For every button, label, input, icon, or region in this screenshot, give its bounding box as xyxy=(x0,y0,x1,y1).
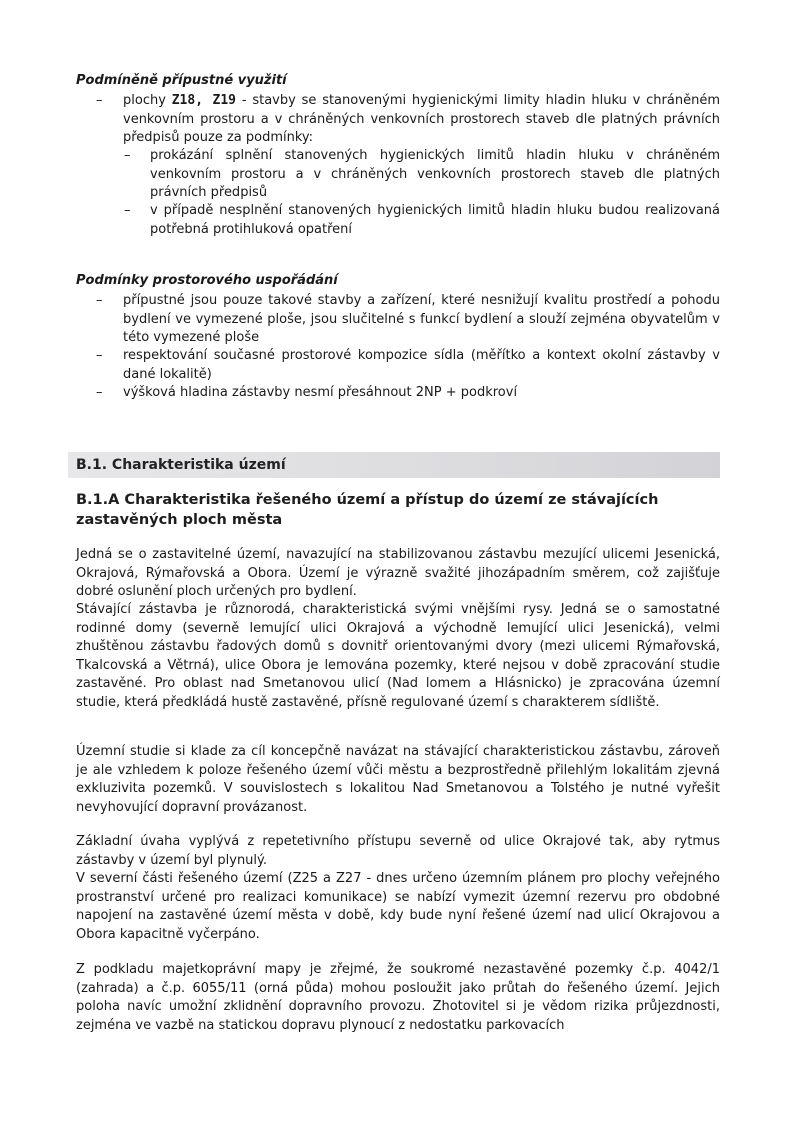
item-text: výšková hladina zástavby nesmí přesáhnout 2NP + podkroví xyxy=(123,385,518,400)
dash-bullet: – xyxy=(124,148,131,163)
conditional-use-heading: Podmíněně přípustné využití xyxy=(76,73,287,88)
conditional-use-item-text xyxy=(123,92,720,148)
zone-codes: Z18, Z19 xyxy=(171,93,237,108)
paragraph: Stávající zástavba je různorodá, charakteristická svými vnějšími rysy. Jedná se o samostatné rodinné domy (severně lemující ulici Okrajová a východně lemující ulici Jesenická), velmi zhuštěnou zástavbu řadových domů s dovnitř orientovanými dvory (mezi ulicemi Rýmařovská, Tkalcovská a Větrná), ulice Obora je lemována pozemky, které nejsou v době zpracování studie zastavěné. Pro oblast nad Smetanovou ulicí (Nad lomem a Hlásnicko) je zpracována územní studie, která předkládá hustě zastavěné, přísně regulované území s charakterem sídliště. xyxy=(76,602,720,710)
section-title: B.1. Charakteristika území xyxy=(76,457,286,473)
subsection-title: B.1.A Charakteristika řešeného území a přístup do území ze stávajících zastavěných ploch města xyxy=(76,492,659,528)
item-rest: - stavby se stanovenými hygienickými limity hladin hluku v chráněném venkovním prostoru a v chráněných venkovních prostorech staveb dle platných právních předpisů pouze za podmínky: xyxy=(123,93,720,145)
conditional-use-subitem xyxy=(124,202,720,239)
paragraph: Z podkladu majetkoprávní mapy je zřejmé, že soukromé nezastavěné pozemky č.p. 4042/1 (zahrada) a č.p. 6055/11 (orná půda) mohou posloužit jako průtah do řešeného území. Jejich poloha navíc umožní zklidnění dopravního provozu. Zhotovitel si je vědom rizika průjezdnosti, zejména ve vazbě na statickou dopravu plynoucí z nedostatku parkovacích xyxy=(76,962,720,1033)
item-prefix: plochy xyxy=(123,93,172,108)
paragraph: Jedná se o zastavitelné území, navazující na stabilizovanou zástavbu mezující ulicemi Jesenická, Okrajová, Rýmařovská a Obora. Území je výrazně svažité jihozápadním směrem, což zajišťuje dobré oslunění ploch určených pro bydlení. xyxy=(76,547,720,599)
item-text: přípustné jsou pouze takové stavby a zařízení, které nesnižují kvalitu prostředí a pohodu bydlení ve vymezené ploše, jsou slučitelné s funkcí bydlení a slouží zejména obyvatelům v této vymezené ploše xyxy=(123,293,720,345)
spatial-conditions-item xyxy=(96,347,720,384)
spatial-conditions-item xyxy=(96,384,720,403)
dash-bullet: – xyxy=(96,93,103,108)
conditional-use-subitem xyxy=(124,147,720,203)
spatial-conditions-heading: Podmínky prostorového uspořádání xyxy=(76,273,338,288)
subitem-text: v případě nesplnění stanovených hygienických limitů hladin hluku budou realizovaná potřebná protihluková opatření xyxy=(150,203,720,237)
item-text: respektování současné prostorové kompozice sídla (měřítko a kontext okolní zástavby v dané lokalitě) xyxy=(123,348,720,382)
paragraph: Základní úvaha vyplývá z repetetivního přístupu severně od ulice Okrajové tak, aby rytmus zástavby v území byl plynulý. xyxy=(76,834,720,868)
dash-bullet: – xyxy=(124,203,131,218)
section-title-band xyxy=(68,452,720,478)
conditional-use-item xyxy=(96,92,720,148)
spatial-conditions-item xyxy=(96,292,720,348)
dash-bullet: – xyxy=(96,293,103,308)
paragraph: V severní části řešeného území (Z25 a Z27 - dnes určeno územním plánem pro plochy veřejného prostranství určené pro realizaci komunikace) se nabízí vymezit územní rezervu pro obdobné napojení na zastavěné území města v době, kdy bude nyní řešené území nad ulicí Okrajovou a Obora kapacitně vyčerpáno. xyxy=(76,871,720,942)
dash-bullet: – xyxy=(96,385,103,400)
dash-bullet: – xyxy=(96,348,103,363)
subitem-text: prokázání splnění stanovených hygienických limitů hladin hluku v chráněném venkovním prostoru a v chráněných venkovních prostorech staveb dle platných právních předpisů xyxy=(150,148,720,200)
paragraph: Územní studie si klade za cíl koncepčně navázat na stávající charakteristickou zástavbu, zároveň je ale vzhledem k poloze řešeného území vůči městu a bezprostředně přilehlým lokalitám zjevná exkluzivita pozemků. V souvislostech s lokalitou Nad Smetanovou a Tolstého je nutné vyřešit nevyhovující dopravní provázanost. xyxy=(76,744,720,815)
